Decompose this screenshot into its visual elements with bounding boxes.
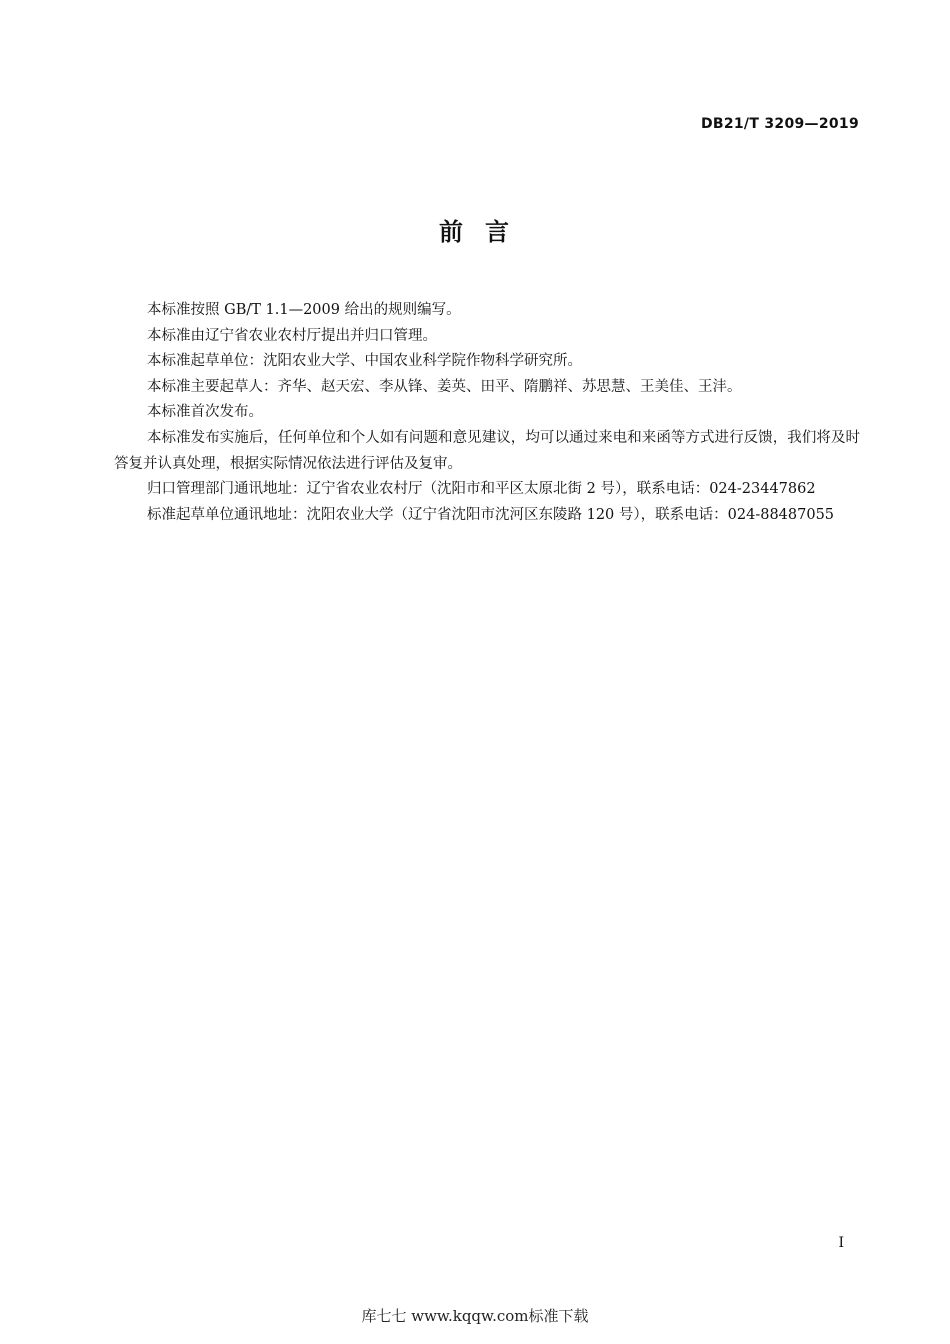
document-code: DB21/T 3209—2019: [700, 116, 859, 132]
page-title: [0, 212, 950, 247]
paragraph-first-release: 本标准首次发布。: [147, 404, 263, 421]
page-number: I: [838, 1235, 844, 1251]
paragraph-main-drafters: 本标准主要起草人：齐华、赵天宏、李从锋、姜英、田平、隋鹏祥、苏思慧、王美佳、王沣。: [147, 378, 742, 395]
paragraph-proposer: 本标准由辽宁省农业农村厅提出并归口管理。: [147, 327, 437, 344]
foreword-body: [114, 298, 860, 528]
watermark-text: 库七七 www.kqqw.com标准下载: [361, 1307, 589, 1325]
title-part-1: 前: [439, 218, 465, 246]
paragraph-drafting-rules: 本标准按照 GB/T 1.1—2009 给出的规则编写。: [147, 302, 461, 318]
paragraph-drafter-address: 标准起草单位通讯地址：沈阳农业大学（辽宁省沈阳市沈河区东陵路 120 号），联系电话：024-88487055: [147, 506, 835, 523]
paragraph-feedback: 本标准发布实施后，任何单位和个人如有问题和意见建议，均可以通过来电和来函等方式进行反馈，我们将及时答复并认真处理，根据实际情况依法进行评估及复审。: [114, 429, 860, 472]
title-part-2: 言: [485, 218, 511, 246]
paragraph-drafting-units: 本标准起草单位：沈阳农业大学、中国农业科学院作物科学研究所。: [147, 353, 582, 370]
paragraph-authority-address: 归口管理部门通讯地址：辽宁省农业农村厅（沈阳市和平区太原北街 2 号），联系电话：024-23447862: [147, 481, 816, 498]
